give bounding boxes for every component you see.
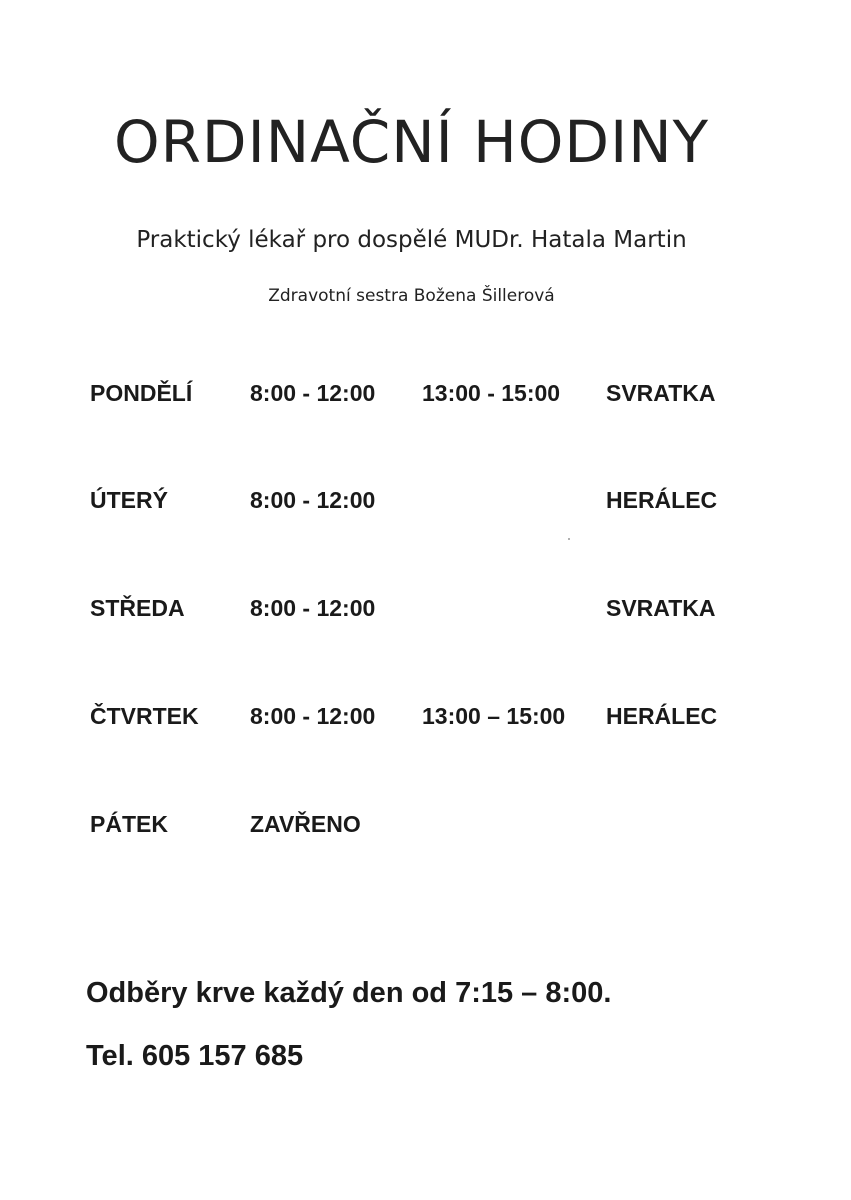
- schedule-row-wednesday: [0, 595, 851, 625]
- day-label: STŘEDA: [90, 595, 185, 621]
- afternoon-hours: 13:00 - 15:00: [422, 380, 561, 406]
- day-label: ÚTERÝ: [90, 487, 168, 513]
- scan-speck: [568, 538, 570, 540]
- blood-draw-note: Odběry krve každý den od 7:15 – 8:00.: [86, 977, 612, 1009]
- doctor-line: Praktický lékař pro dospělé MUDr. Hatala Martin: [136, 227, 687, 253]
- schedule-row-friday: [0, 811, 851, 841]
- location: HERÁLEC: [606, 703, 718, 729]
- day-label: ČTVRTEK: [90, 703, 199, 729]
- phone-number: Tel. 605 157 685: [86, 1040, 304, 1072]
- schedule-row-tuesday: [0, 487, 851, 517]
- day-label: PONDĚLÍ: [90, 380, 193, 406]
- schedule-row-monday: [0, 380, 851, 410]
- morning-hours: 8:00 - 12:00: [250, 703, 376, 729]
- location: SVRATKA: [606, 380, 716, 406]
- location: HERÁLEC: [606, 487, 718, 513]
- morning-hours: ZAVŘENO: [250, 811, 361, 837]
- morning-hours: 8:00 - 12:00: [250, 595, 376, 621]
- afternoon-hours: 13:00 – 15:00: [422, 703, 566, 729]
- morning-hours: 8:00 - 12:00: [250, 380, 376, 406]
- page-title: ORDINAČNÍ HODINY: [113, 108, 710, 176]
- location: SVRATKA: [606, 595, 716, 621]
- schedule-row-thursday: [0, 703, 851, 733]
- nurse-line: Zdravotní sestra Božena Šillerová: [268, 286, 555, 306]
- morning-hours: 8:00 - 12:00: [250, 487, 376, 513]
- day-label: PÁTEK: [90, 811, 168, 837]
